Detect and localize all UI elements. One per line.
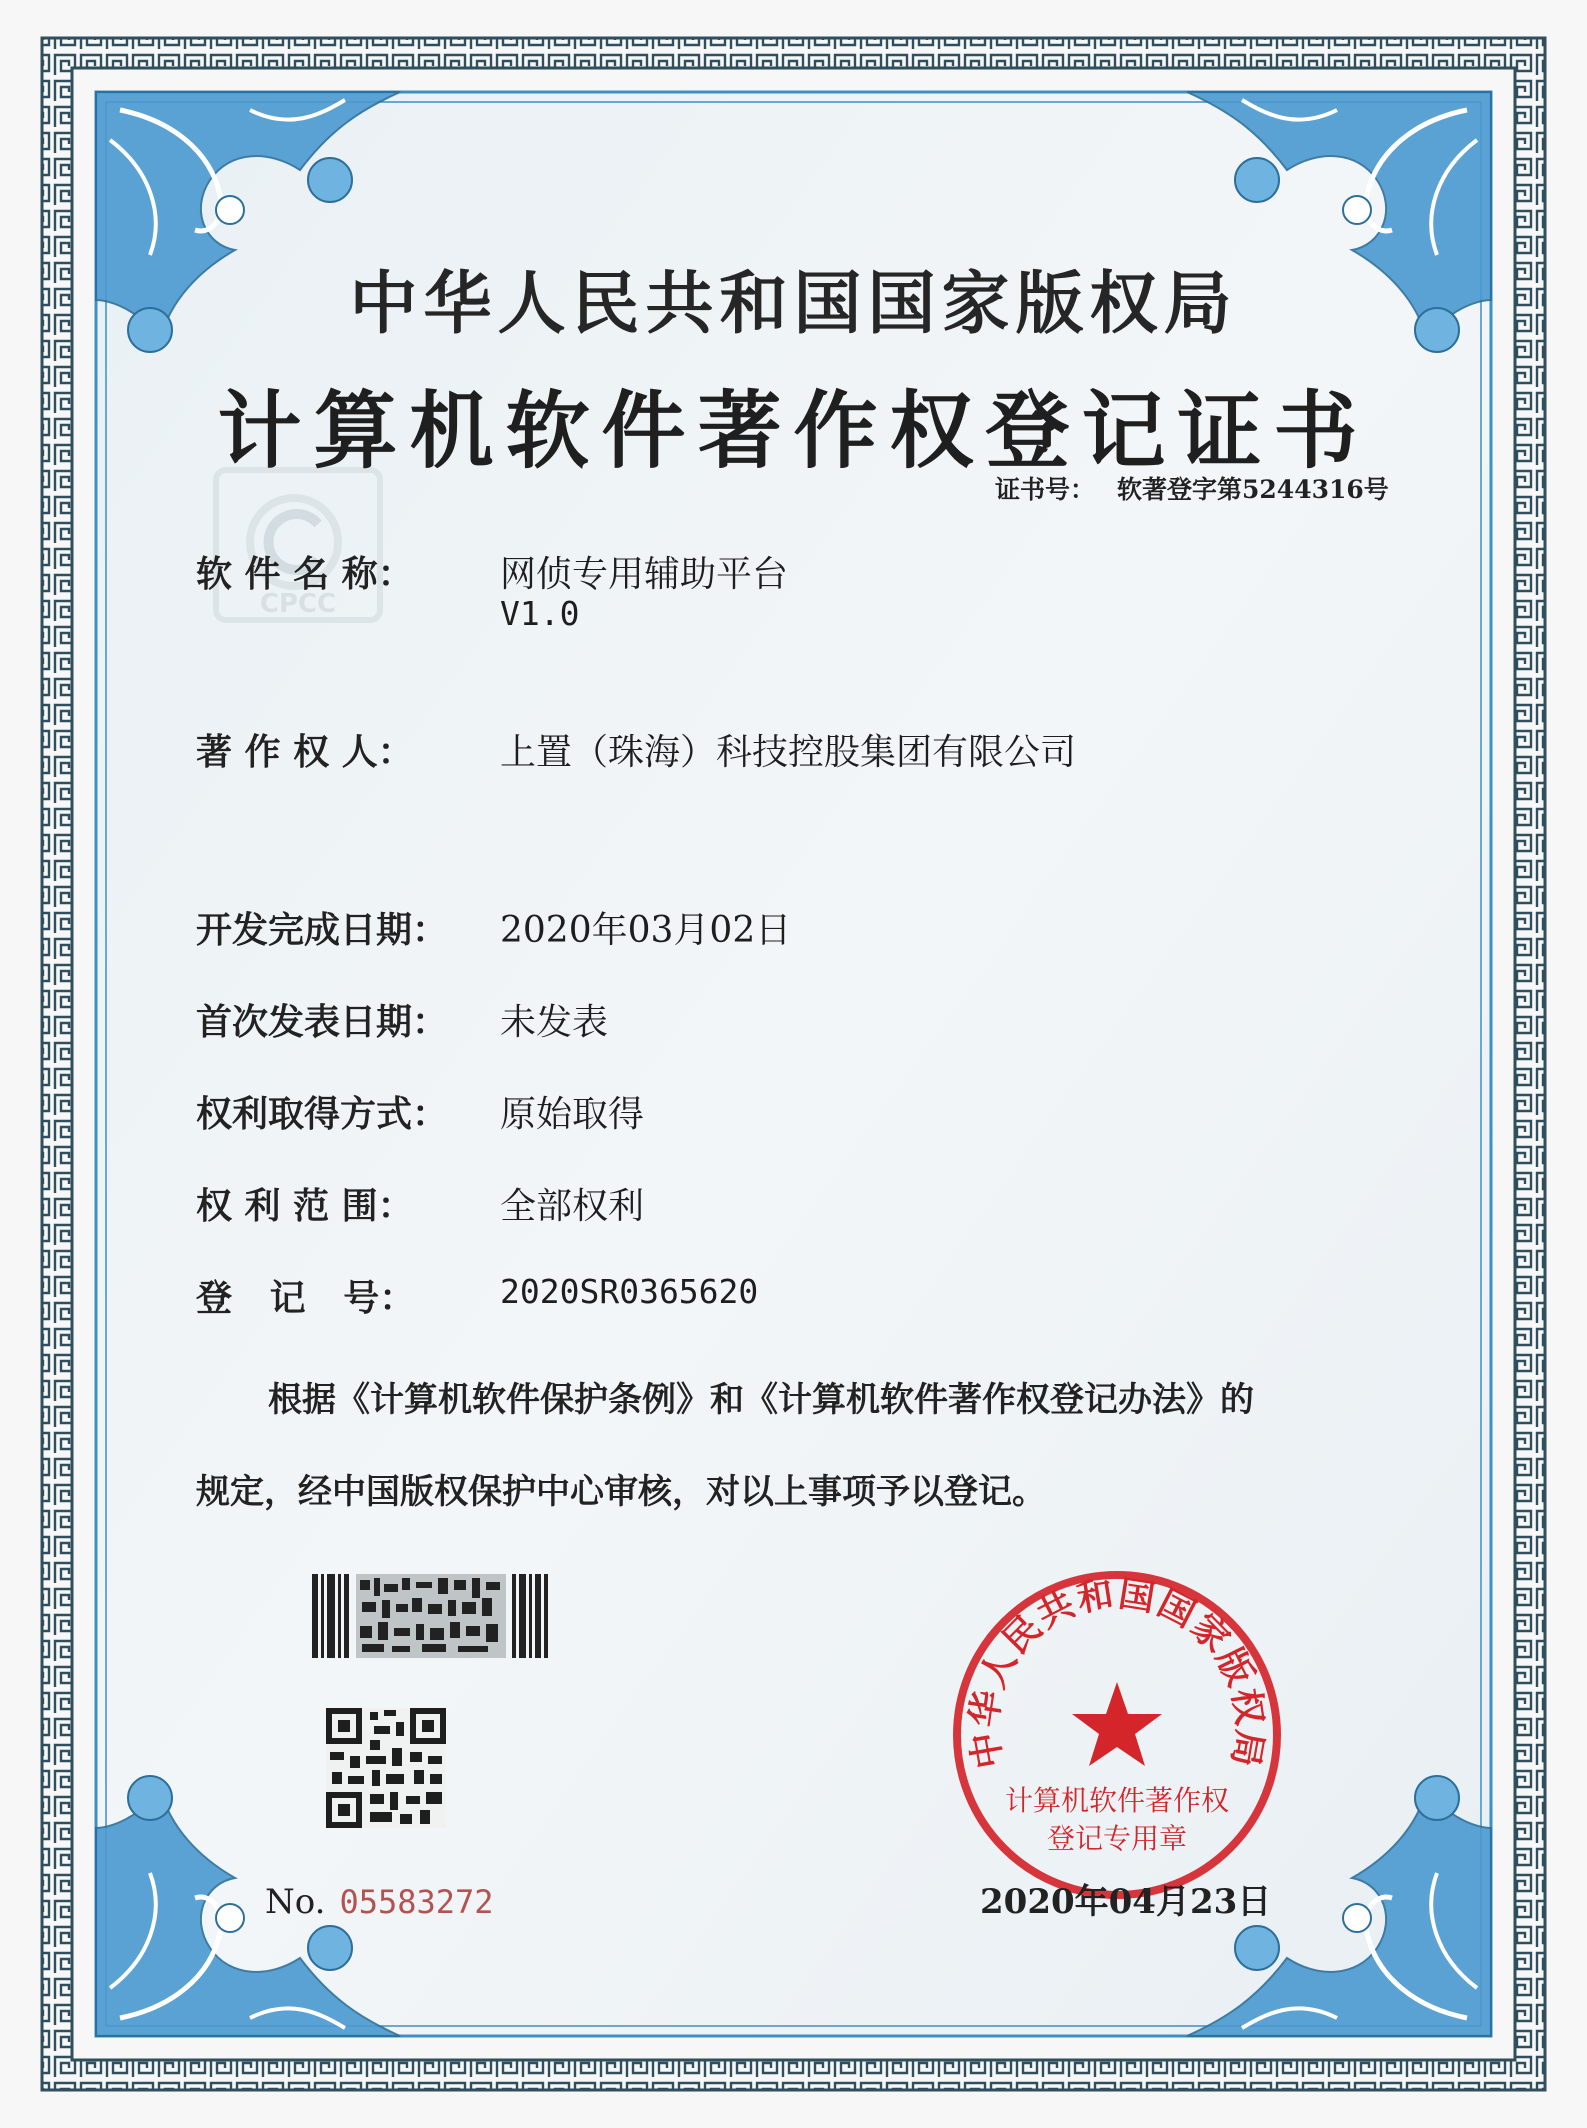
copyright-owner-value: 上置（珠海）科技控股集团有限公司 (500, 732, 1077, 773)
barcode (312, 1574, 548, 1658)
registration-number-value: 2020SR0365620 (500, 1272, 759, 1311)
issue-date: 2020年04月23日 (980, 1882, 1272, 1922)
issuer-title: 中华人民共和国国家版权局 (349, 264, 1238, 344)
legal-statement-line2: 规定，经中国版权保护中心审核，对以上事项予以登记。 (196, 1472, 1046, 1512)
legal-statement (196, 1378, 1426, 1514)
legal-statement-line1: 根据《计算机软件保护条例》和《计算机软件著作权登记办法》的 (268, 1380, 1254, 1420)
copyright-owner-label: 著 作 权 人： (196, 731, 414, 773)
qr-code (326, 1708, 446, 1828)
serial-number-value: 05583272 (339, 1883, 494, 1921)
completion-date-label: 开发完成日期： (196, 909, 449, 951)
seal-line1: 计算机软件著作权 (1004, 1784, 1230, 1817)
rights-scope-label: 权 利 范 围： (196, 1185, 414, 1227)
serial-number (265, 1882, 494, 1922)
official-red-seal (944, 1562, 1290, 1908)
publication-date-value: 未发表 (500, 1002, 609, 1043)
completion-date-value: 2020年03月02日 (500, 910, 792, 951)
software-version-value: V1.0 (500, 594, 580, 633)
publication-date-label: 首次发表日期： (196, 1001, 449, 1043)
certificate-number-value: 软著登字第5244316号 (1117, 475, 1389, 504)
seal-star-icon (1072, 1682, 1162, 1766)
software-name-label: 软 件 名 称： (196, 553, 414, 595)
acquisition-method-label: 权利取得方式： (196, 1093, 449, 1135)
seal-line2: 登记专用章 (1046, 1822, 1188, 1855)
certificate-number-label: 证书号： (995, 475, 1096, 504)
certificate-title: 计算机软件著作权登记证书 (217, 381, 1370, 480)
certificate-number (995, 470, 1389, 506)
seal-arc-text: 中华人民共和国国家版权局 (962, 1572, 1272, 1772)
registration-number-label: 登 记 号： (196, 1277, 416, 1319)
rights-scope-value: 全部权利 (500, 1186, 645, 1227)
watermark-text: CPCC (259, 589, 337, 619)
serial-number-label: No. (265, 1882, 326, 1922)
software-name-value: 网侦专用辅助平台 (500, 554, 789, 595)
acquisition-method-value: 原始取得 (500, 1094, 645, 1135)
